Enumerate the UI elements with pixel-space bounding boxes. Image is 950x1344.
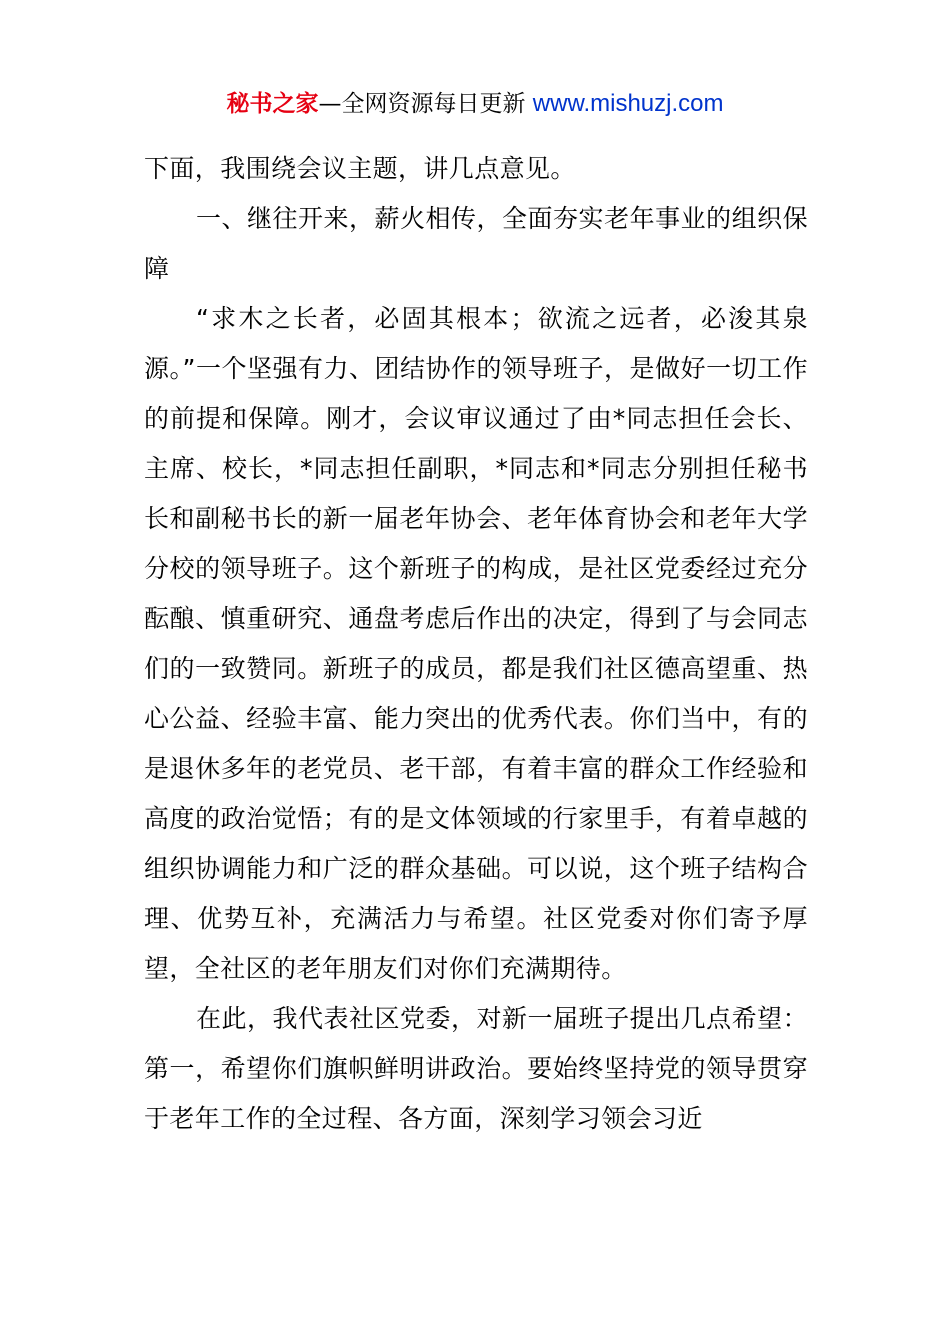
paragraph-body: 在此，我代表社区党委，对新一届班子提出几点希望：第一，希望你们旗帜鲜明讲政治。要始终坚持党的领导贯穿于老年工作的全过程、各方面，深刻学习领会习近 <box>144 1004 808 1133</box>
site-tagline: —全网资源每日更新 <box>318 91 526 117</box>
site-header <box>0 88 950 120</box>
section-heading: 一、继往开来，薪火相传，全面夯实老年事业的组织保障 <box>144 204 808 283</box>
paragraph-intro: 下面，我围绕会议主题，讲几点意见。 <box>144 154 576 183</box>
document-body <box>144 144 808 1144</box>
site-brand: 秘书之家 <box>226 91 319 117</box>
site-url-link[interactable]: www.mishuzj.com <box>532 90 724 117</box>
paragraph-body: “求木之长者，必固其根本；欲流之远者，必浚其泉源。”一个坚强有力、团结协作的领导班子，是做好一切工作的前提和保障。刚才，会议审议通过了由*同志担任会长、主席、校长，*同志担任副职，*同志和*同志分别担任秘书长和副秘书长的新一届老年协会、老年体育协会和老年大学分校的领导班子。这个新班子的构成，是社区党委经过充分酝酿、慎重研究、通盘考虑后作出的决定，得到了与会同志们的一致赞同。新班子的成员，都是我们社区德高望重、热心公益、经验丰富、能力突出的优秀代表。你们当中，有的是退休多年的老党员、老干部，有着丰富的群众工作经验和高度的政治觉悟；有的是文体领域的行家里手，有着卓越的组织协调能力和广泛的群众基础。可以说，这个班子结构合理、优势互补，充满活力与希望。社区党委对你们寄予厚望，全社区的老年朋友们对你们充满期待。 <box>144 304 808 983</box>
